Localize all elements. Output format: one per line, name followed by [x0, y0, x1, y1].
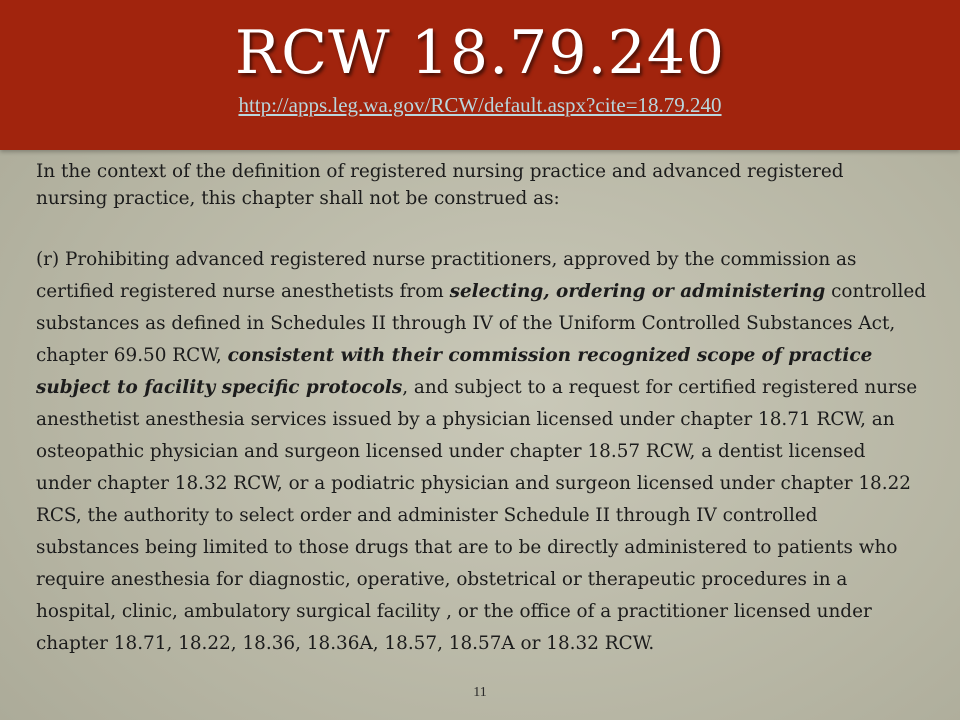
- paragraph-text: , and subject to a request for certified registered nurse anesthetist anesthesia services issued by a physician licensed under chapter 18.71 RCW, an osteopathic physician and surgeon licensed under chapter 18.57 RCW, a dentist licensed under chapter 18.32 RCW, or a podiatric physician and surgeon licensed under chapter 18.22 RCS, the authority to select order and administer Schedule II through IV controlled substances being limited to those drugs that are to be directly administered to patients who require anesthesia for diagnostic, operative, obstetrical or therapeutic procedures in a hospital, clinic, ambulatory surgical facility , or the office of a practitioner licensed under chapter 18.71, 18.22, 18.36, 18.36A, 18.57, 18.57A or 18.32 RCW.: [36, 377, 918, 654]
- source-url: [0, 92, 960, 118]
- intro-text: In the context of the definition of registered nursing practice and advanced registered nursing practice, this chapter shall not be construed as:: [36, 161, 844, 209]
- header-band: [0, 0, 960, 150]
- source-link[interactable]: http://apps.leg.wa.gov/RCW/default.aspx?cite=18.79.240: [238, 93, 722, 117]
- paragraph-text: (r) Prohibiting advanced registered nurse practitioners, approved by the commission as certified registered nurse anesthetists from: [36, 249, 857, 302]
- slide-number: 11: [473, 685, 487, 700]
- emphasis-text: consistent with their commission recognized scope of practice subject to facility specific protocols: [36, 345, 873, 398]
- statute-paragraph: [36, 244, 926, 660]
- emphasis-text: selecting, ordering or administering: [449, 281, 826, 302]
- paragraph-text: controlled substances as defined in Schedules II through IV of the Uniform Controlled Substances Act, chapter 69.50 RCW,: [36, 281, 927, 366]
- slide-title: RCW 18.79.240: [234, 18, 726, 88]
